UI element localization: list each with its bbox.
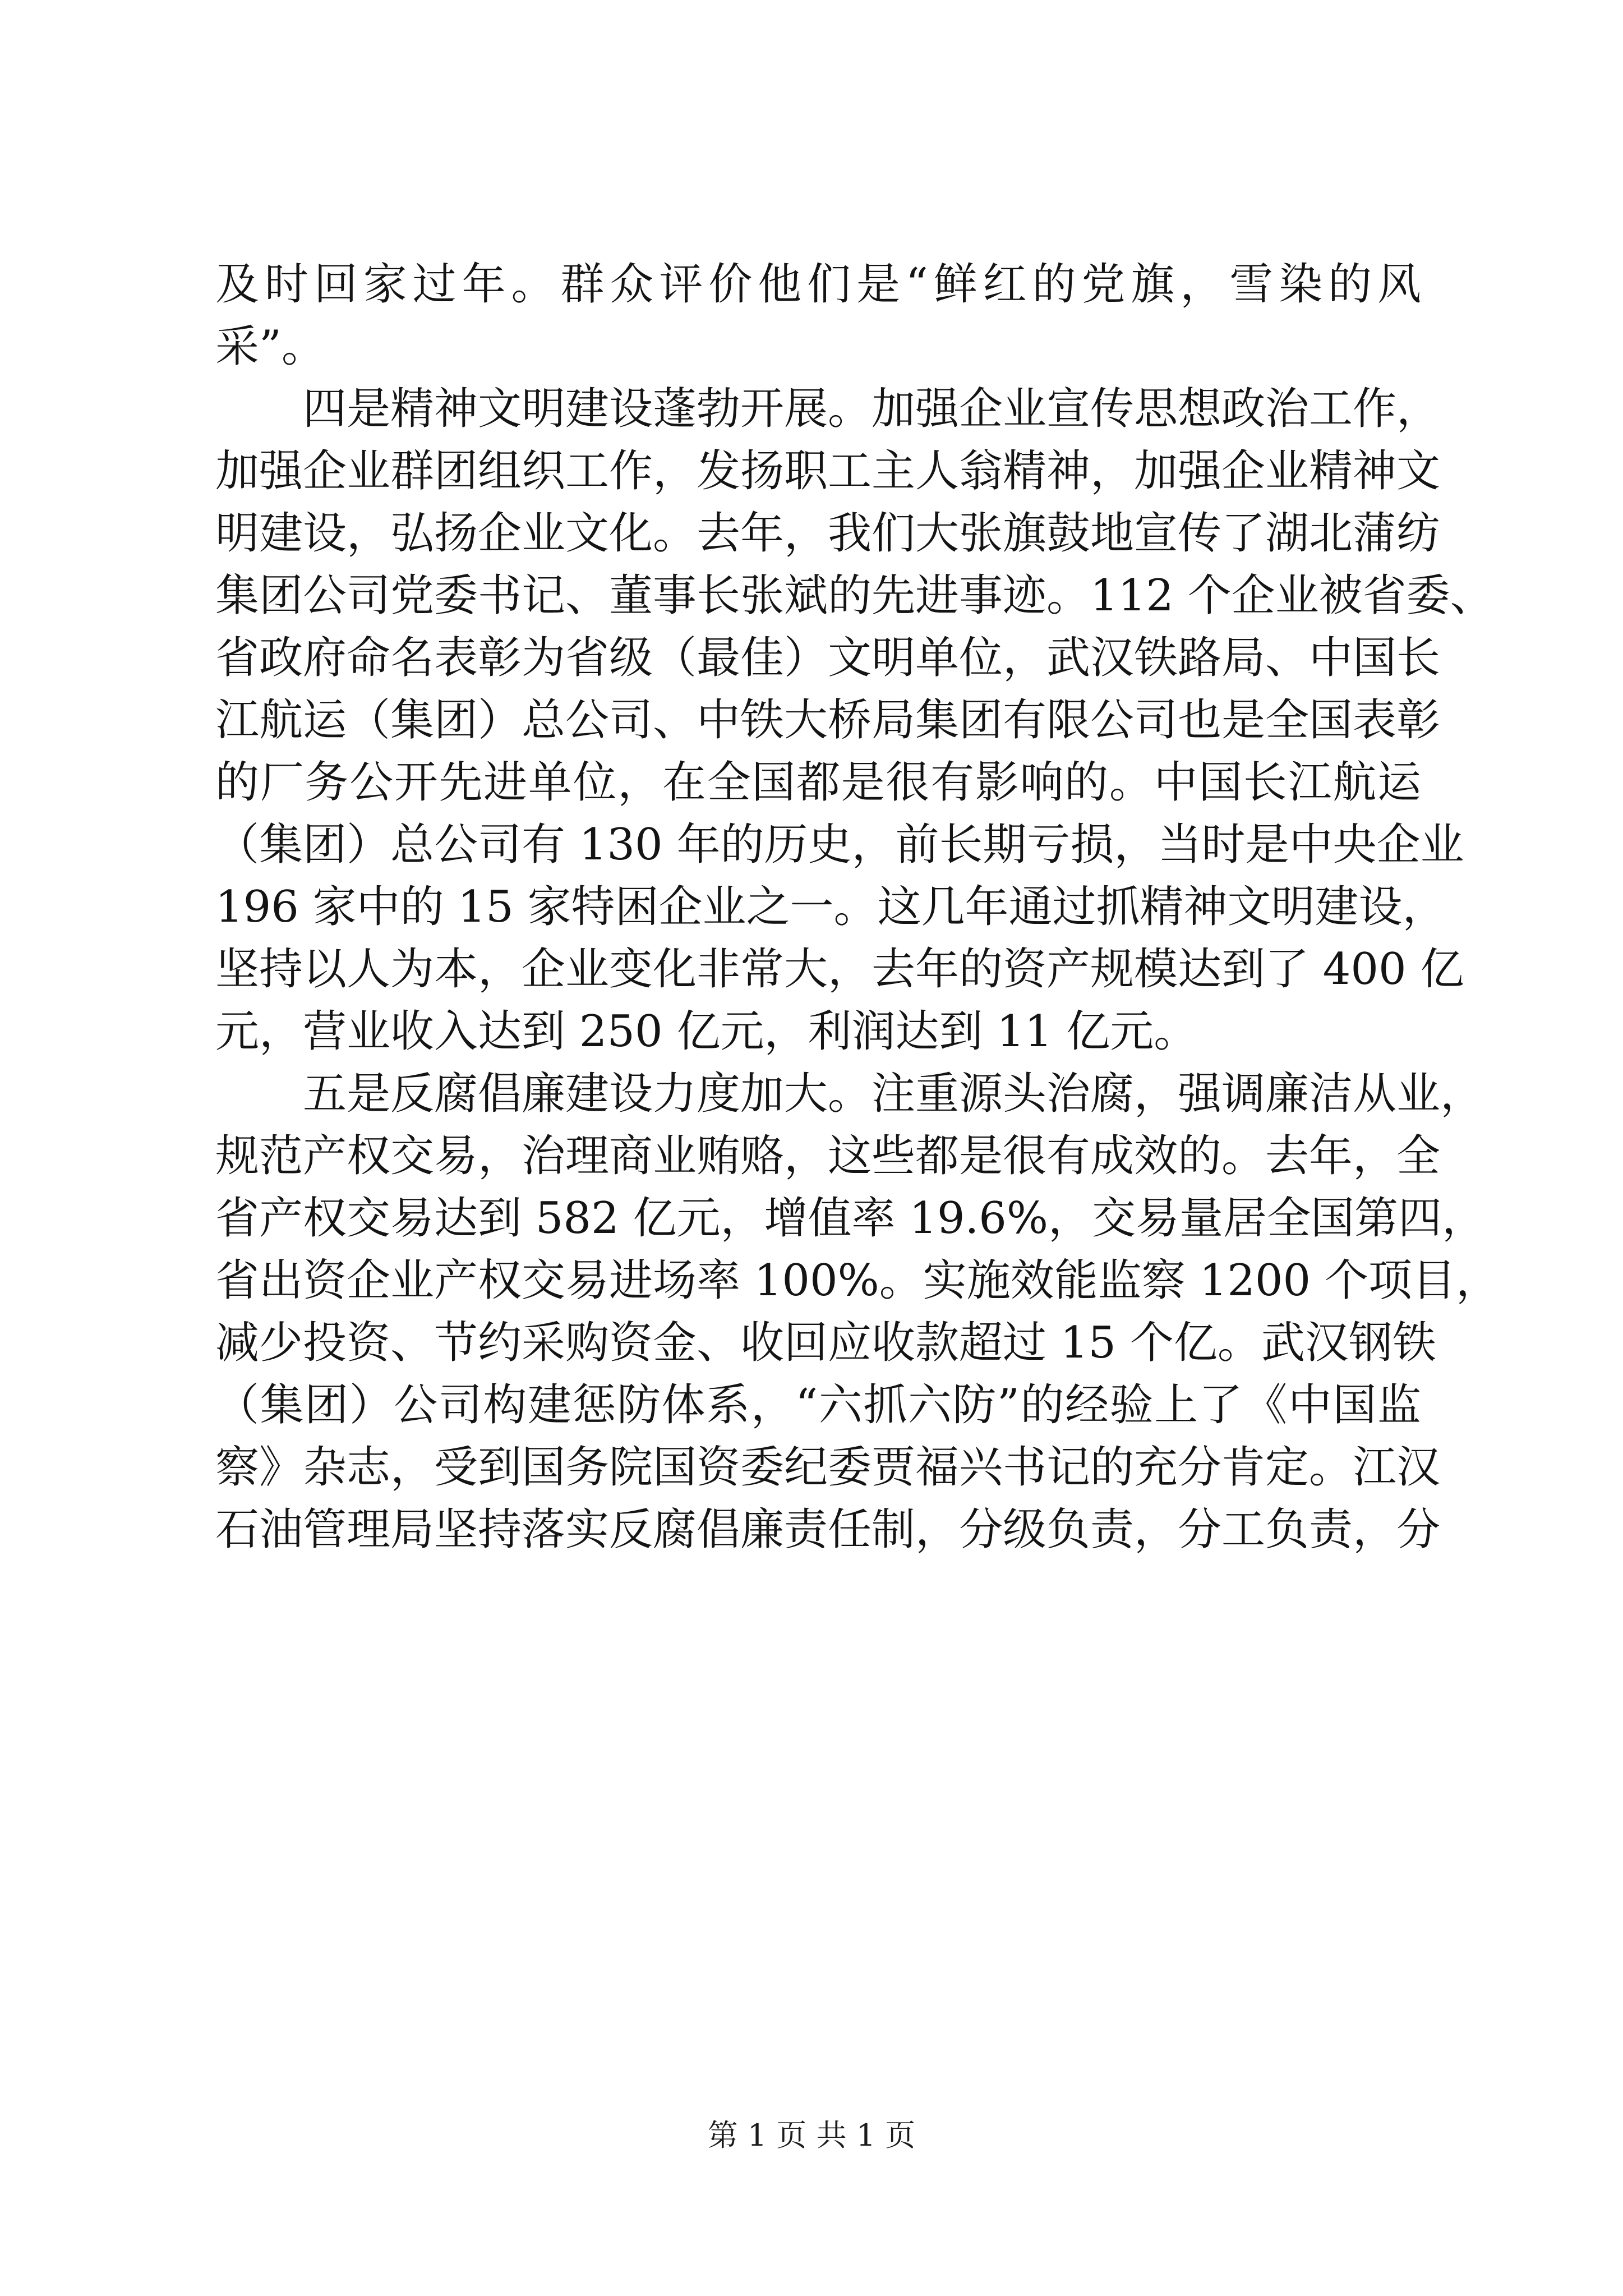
text-line: 察》杂志，受到国务院国资委纪委贾福兴书记的充分肯定。江汉	[215, 1442, 1441, 1493]
text-line: 省出资企业产权交易进场率 100%。实施效能监察 1200 个项目，	[215, 1255, 1500, 1306]
text-line: 明建设，弘扬企业文化。去年，我们大张旗鼓地宣传了湖北蒲纺	[215, 508, 1441, 559]
text-line: 的厂务公开先进单位，在全国都是很有影响的。中国长江航运	[215, 757, 1421, 808]
text-line: 四是精神文明建设蓬勃开展。加强企业宣传思想政治工作，	[303, 384, 1441, 434]
text-line: （集团）公司构建惩防体系，“六抓六防”的经验上了《中国监	[215, 1380, 1421, 1430]
text-line: 江航运（集团）总公司、中铁大桥局集团有限公司也是全国表彰	[215, 695, 1441, 746]
text-line: （集团）总公司有 130 年的历史，前长期亏损，当时是中央企业	[215, 820, 1464, 870]
document-body	[215, 254, 1500, 1561]
text-line: 省政府命名表彰为省级（最佳）文明单位，武汉铁路局、中国长	[215, 633, 1441, 683]
text-line: 采”。	[215, 321, 325, 372]
page-footer: 第 1 页 共 1 页	[707, 2118, 916, 2153]
text-line: 196 家中的 15 家特困企业之一。这几年通过抓精神文明建设，	[215, 882, 1446, 932]
text-line: 坚持以人为本，企业变化非常大，去年的资产规模达到了 400 亿	[215, 944, 1464, 995]
text-line: 石油管理局坚持落实反腐倡廉责任制，分级负责，分工负责，分	[215, 1504, 1441, 1555]
text-line: 规范产权交易，治理商业贿赂，这些都是很有成效的。去年，全	[215, 1131, 1441, 1181]
text-line: 及时回家过年。群众评价他们是“鲜红的党旗，雪染的风	[215, 259, 1421, 310]
text-line: 加强企业群团组织工作，发扬职工主人翁精神，加强企业精神文	[215, 446, 1441, 496]
text-line: 元，营业收入达到 250 亿元，利润达到 11 亿元。	[215, 1006, 1198, 1057]
text-line: 省产权交易达到 582 亿元，增值率 19.6%，交易量居全国第四，	[215, 1193, 1486, 1244]
text-line: 集团公司党委书记、董事长张斌的先进事迹。112 个企业被省委、	[215, 570, 1494, 621]
text-line: 减少投资、节约采购资金、收回应收款超过 15 个亿。武汉钢铁	[215, 1318, 1436, 1368]
text-line: 五是反腐倡廉建设力度加大。注重源头治腐，强调廉洁从业，	[303, 1069, 1484, 1119]
